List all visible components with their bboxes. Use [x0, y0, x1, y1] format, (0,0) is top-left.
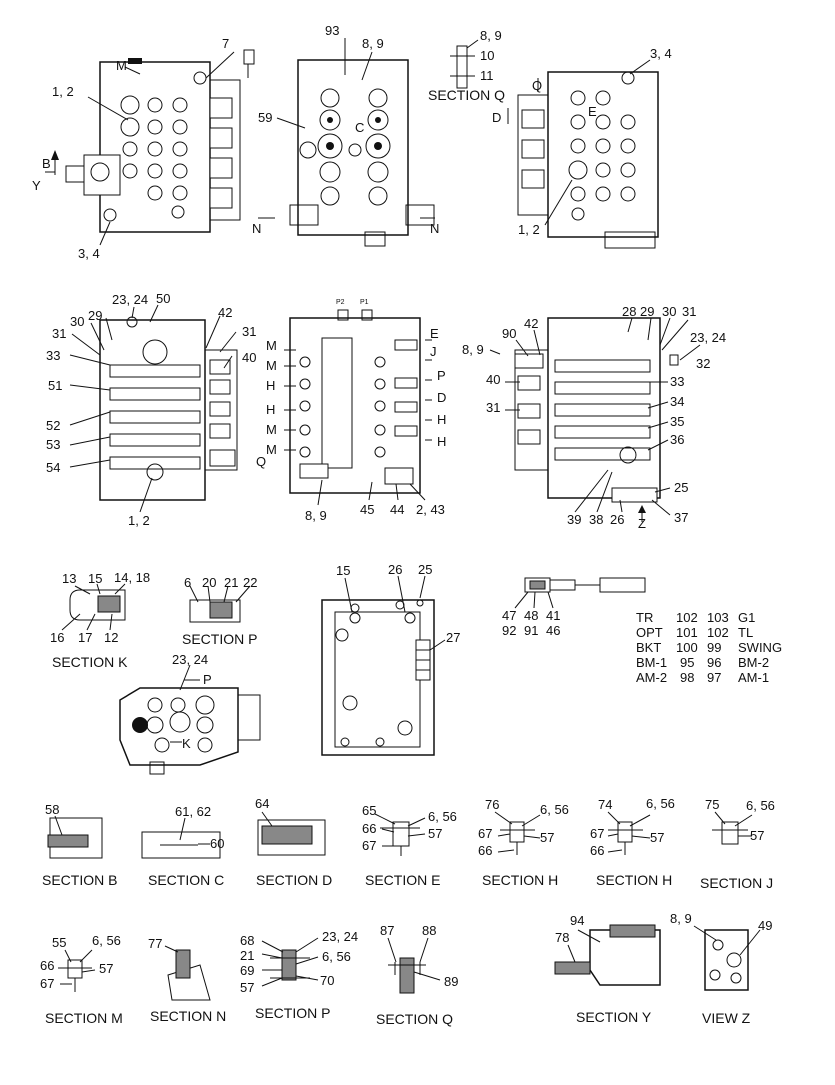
view-section-m	[58, 950, 95, 992]
callout-label: 1, 2	[518, 222, 540, 237]
callout-label: 67	[362, 838, 377, 853]
callout-label: 23, 24	[112, 292, 149, 307]
view-top-right	[508, 60, 658, 248]
callout-label: 57	[428, 826, 443, 841]
callout-label: 67	[40, 976, 55, 991]
section-caption: SECTION C	[148, 872, 225, 888]
spool-table-cell: 97	[707, 670, 722, 685]
callout-label: 14, 18	[114, 570, 151, 585]
callout-label: 8, 9	[362, 36, 384, 51]
callout-label: 57	[99, 961, 114, 976]
callout-label: 93	[325, 23, 340, 38]
callout-label: 40	[242, 350, 257, 365]
callout-label: 21	[240, 948, 255, 963]
callout-label: D	[437, 390, 447, 405]
section-caption: SECTION E	[365, 872, 441, 888]
port-label: P2	[336, 299, 345, 306]
spool-table-cell: 102	[676, 610, 698, 625]
callout-label: 41	[546, 608, 561, 623]
callout-label: 66	[362, 821, 377, 836]
callout-label: 8, 9	[462, 342, 484, 357]
spool-table-cell: AM-2	[636, 670, 668, 685]
section-caption: SECTION P	[255, 1005, 331, 1021]
view-section-p-top	[190, 586, 250, 622]
callout-label: 8, 9	[480, 28, 502, 43]
section-caption: SECTION Q	[376, 1011, 454, 1027]
callout-label: 17	[78, 630, 93, 645]
callout-label: 23, 24	[172, 652, 209, 667]
callout-label: 32	[696, 356, 711, 371]
callout-label: 6, 56	[746, 798, 775, 813]
view-section-q-bottom	[388, 938, 440, 993]
callout-label: 37	[674, 510, 689, 525]
callout-label: 66	[478, 843, 493, 858]
callout-label: Q	[532, 78, 543, 93]
callout-label: 89	[444, 974, 459, 989]
callout-label: H	[266, 402, 276, 417]
spool-table-cell: BKT	[636, 640, 662, 655]
callout-label: 53	[46, 437, 61, 452]
callout-label: 16	[50, 630, 65, 645]
callout-label: 78	[555, 930, 570, 945]
callout-label: 30	[70, 314, 85, 329]
spool-table-cell: BM-1	[636, 655, 668, 670]
callout-label: 1, 2	[52, 84, 74, 99]
callout-label: 59	[258, 110, 273, 125]
top-right-labels	[492, 46, 672, 237]
callout-label: M	[266, 442, 277, 457]
callout-label: Z	[638, 516, 646, 531]
spool-table-cell: 101	[676, 625, 698, 640]
callout-label: 6, 56	[428, 809, 457, 824]
callout-label: 48	[524, 608, 539, 623]
callout-label: 77	[148, 936, 163, 951]
callout-label: P	[437, 368, 446, 383]
section-caption: SECTION B	[42, 872, 118, 888]
section-caption: SECTION Y	[576, 1009, 652, 1025]
callout-label: 8, 9	[670, 911, 692, 926]
callout-label: 2, 43	[416, 502, 445, 517]
view-section-d	[258, 812, 325, 855]
view-section-e	[375, 814, 425, 856]
view-top-left	[45, 50, 254, 245]
callout-label: 6, 56	[540, 802, 569, 817]
callout-label: 35	[670, 414, 685, 429]
spool-table-row	[636, 670, 769, 685]
spool-table-cell: SWING	[738, 640, 783, 655]
callout-label: D	[492, 110, 502, 125]
callout-label: 65	[362, 803, 377, 818]
callout-label: 3, 4	[78, 246, 100, 261]
port-view-labels	[172, 652, 212, 751]
callout-label: 6, 56	[646, 796, 675, 811]
middle-right-labels	[462, 304, 726, 531]
spool-table-cell: 99	[707, 640, 722, 655]
callout-label: C	[355, 120, 365, 135]
section-caption: SECTION Q	[428, 87, 506, 103]
callout-label: 7	[222, 36, 230, 51]
view-middle-left	[70, 305, 237, 512]
callout-label: 33	[46, 348, 61, 363]
callout-label: 44	[390, 502, 405, 517]
callout-label: 6	[184, 575, 192, 590]
callout-label: 66	[40, 958, 55, 973]
callout-label: 3, 4	[650, 46, 672, 61]
spool-table-cell: 98	[680, 670, 695, 685]
callout-label: 25	[674, 480, 689, 495]
section-caption: SECTION K	[52, 654, 128, 670]
callout-label: 10	[480, 48, 495, 63]
view-section-c	[142, 818, 220, 858]
cover-view-labels	[336, 562, 460, 645]
section-caption: SECTION H	[596, 872, 673, 888]
callout-label: H	[437, 412, 447, 427]
callout-label: 68	[240, 933, 255, 948]
callout-label: N	[430, 221, 440, 236]
spool-table-cell: 102	[707, 625, 729, 640]
spool-table-cell: 103	[707, 610, 729, 625]
callout-label: Q	[256, 454, 267, 469]
section-caption: SECTION N	[150, 1008, 227, 1024]
section-caption: SECTION P	[182, 631, 258, 647]
callout-label: 69	[240, 963, 255, 978]
callout-label: 52	[46, 418, 61, 433]
callout-label: 28	[622, 304, 637, 319]
view-top-middle	[258, 38, 435, 246]
callout-label: 42	[218, 305, 233, 320]
callout-label: 58	[45, 802, 60, 817]
callout-label: P	[203, 672, 212, 687]
callout-label: 90	[502, 326, 517, 341]
middle-middle-labels	[256, 299, 446, 523]
callout-label: 39	[567, 512, 582, 527]
view-section-n	[165, 946, 210, 1000]
callout-label: 75	[705, 797, 720, 812]
view-cover	[322, 576, 445, 755]
spool-table-row	[636, 610, 755, 625]
callout-label: 15	[88, 571, 103, 586]
view-port-k	[120, 665, 260, 774]
callout-label: Y	[32, 178, 41, 193]
callout-label: 6, 56	[322, 949, 351, 964]
callout-label: 67	[478, 826, 493, 841]
spool-table-cell: AM-1	[738, 670, 770, 685]
callout-label: 27	[446, 630, 461, 645]
view-section-h1	[495, 812, 540, 855]
callout-label: 30	[662, 304, 677, 319]
callout-label: 38	[589, 512, 604, 527]
callout-label: 57	[650, 830, 665, 845]
callout-label: 33	[670, 374, 685, 389]
spool-table-cell: G1	[738, 610, 756, 625]
spool-table-row	[636, 640, 782, 655]
callout-label: E	[588, 104, 597, 119]
callout-label: 31	[486, 400, 501, 415]
callout-label: N	[252, 221, 262, 236]
view-middle-right	[490, 318, 700, 522]
callout-label: 49	[758, 918, 773, 933]
callout-label: 20	[202, 575, 217, 590]
spool-view-labels	[502, 608, 560, 638]
callout-label: M	[266, 422, 277, 437]
callout-label: 61, 62	[175, 804, 212, 819]
callout-label: 29	[640, 304, 655, 319]
callout-label: 8, 9	[305, 508, 327, 523]
callout-label: 22	[243, 575, 258, 590]
callout-label: J	[430, 344, 437, 359]
section-caption: SECTION D	[256, 872, 333, 888]
callout-label: 12	[104, 630, 119, 645]
callout-label: 54	[46, 460, 61, 475]
callout-label: 21	[224, 575, 239, 590]
callout-label: 47	[502, 608, 517, 623]
callout-label: M	[116, 58, 127, 73]
callout-label: K	[182, 736, 191, 751]
view-section-j	[712, 812, 752, 844]
callout-label: 55	[52, 935, 67, 950]
section-caption: SECTION H	[482, 872, 559, 888]
callout-label: 29	[88, 308, 103, 323]
callout-label: H	[266, 378, 276, 393]
spool-table-cell: TR	[636, 610, 654, 625]
callout-label: 45	[360, 502, 375, 517]
spool-table-row	[636, 655, 769, 670]
spool-table-cell: BM-2	[738, 655, 770, 670]
callout-label: 26	[388, 562, 403, 577]
callout-label: 26	[610, 512, 625, 527]
callout-label: 1, 2	[128, 513, 150, 528]
view-middle-middle	[284, 310, 432, 505]
callout-label: 87	[380, 923, 395, 938]
view-section-b	[48, 816, 102, 858]
callout-label: 74	[598, 797, 613, 812]
callout-label: 94	[570, 913, 585, 928]
spool-table-cell: 100	[676, 640, 698, 655]
spool-table-cell: 95	[680, 655, 695, 670]
callout-label: 31	[242, 324, 257, 339]
callout-label: 31	[52, 326, 67, 341]
view-section-h2	[608, 812, 650, 855]
callout-label: 31	[682, 304, 697, 319]
callout-label: 88	[422, 923, 437, 938]
view-section-k	[62, 584, 125, 630]
port-label: P1	[360, 299, 369, 306]
callout-label: 25	[418, 562, 433, 577]
top-middle-labels	[252, 23, 439, 236]
view-section-p-bottom	[262, 938, 318, 986]
callout-label: 50	[156, 291, 171, 306]
callout-label: M	[266, 358, 277, 373]
section-caption: SECTION M	[45, 1010, 123, 1026]
spool-table-cell: 96	[707, 655, 722, 670]
callout-label: M	[266, 338, 277, 353]
section-caption: VIEW Z	[702, 1010, 751, 1026]
view-section-y	[555, 925, 660, 985]
callout-label: E	[430, 326, 439, 341]
callout-label: 64	[255, 796, 270, 811]
callout-label: 36	[670, 432, 685, 447]
callout-label: 13	[62, 571, 77, 586]
callout-label: 15	[336, 563, 351, 578]
callout-label: 91	[524, 623, 539, 638]
callout-label: 46	[546, 623, 561, 638]
callout-label: B	[42, 156, 51, 171]
spool-table-cell: TL	[738, 625, 754, 640]
callout-label: 57	[240, 980, 255, 995]
callout-label: 51	[48, 378, 63, 393]
callout-label: 57	[750, 828, 765, 843]
callout-label: 42	[524, 316, 539, 331]
callout-label: 60	[210, 836, 225, 851]
callout-label: 23, 24	[322, 929, 359, 944]
callout-label: 92	[502, 623, 517, 638]
callout-label: H	[437, 434, 447, 449]
callout-label: 76	[485, 797, 500, 812]
callout-label: 57	[540, 830, 555, 845]
view-z	[694, 926, 760, 990]
spool-table-cell: OPT	[636, 625, 663, 640]
callout-label: 66	[590, 843, 605, 858]
spool-table	[636, 610, 782, 685]
view-section-q-top	[450, 40, 478, 88]
callout-label: 40	[486, 372, 501, 387]
spool-table-row	[636, 625, 753, 640]
section-caption: SECTION J	[700, 875, 774, 891]
callout-label: 34	[670, 394, 685, 409]
callout-label: 11	[480, 68, 494, 83]
callout-label: 67	[590, 826, 605, 841]
view-spool	[515, 578, 645, 608]
callout-label: 23, 24	[690, 330, 727, 345]
callout-label: 70	[320, 973, 335, 988]
callout-label: 6, 56	[92, 933, 121, 948]
